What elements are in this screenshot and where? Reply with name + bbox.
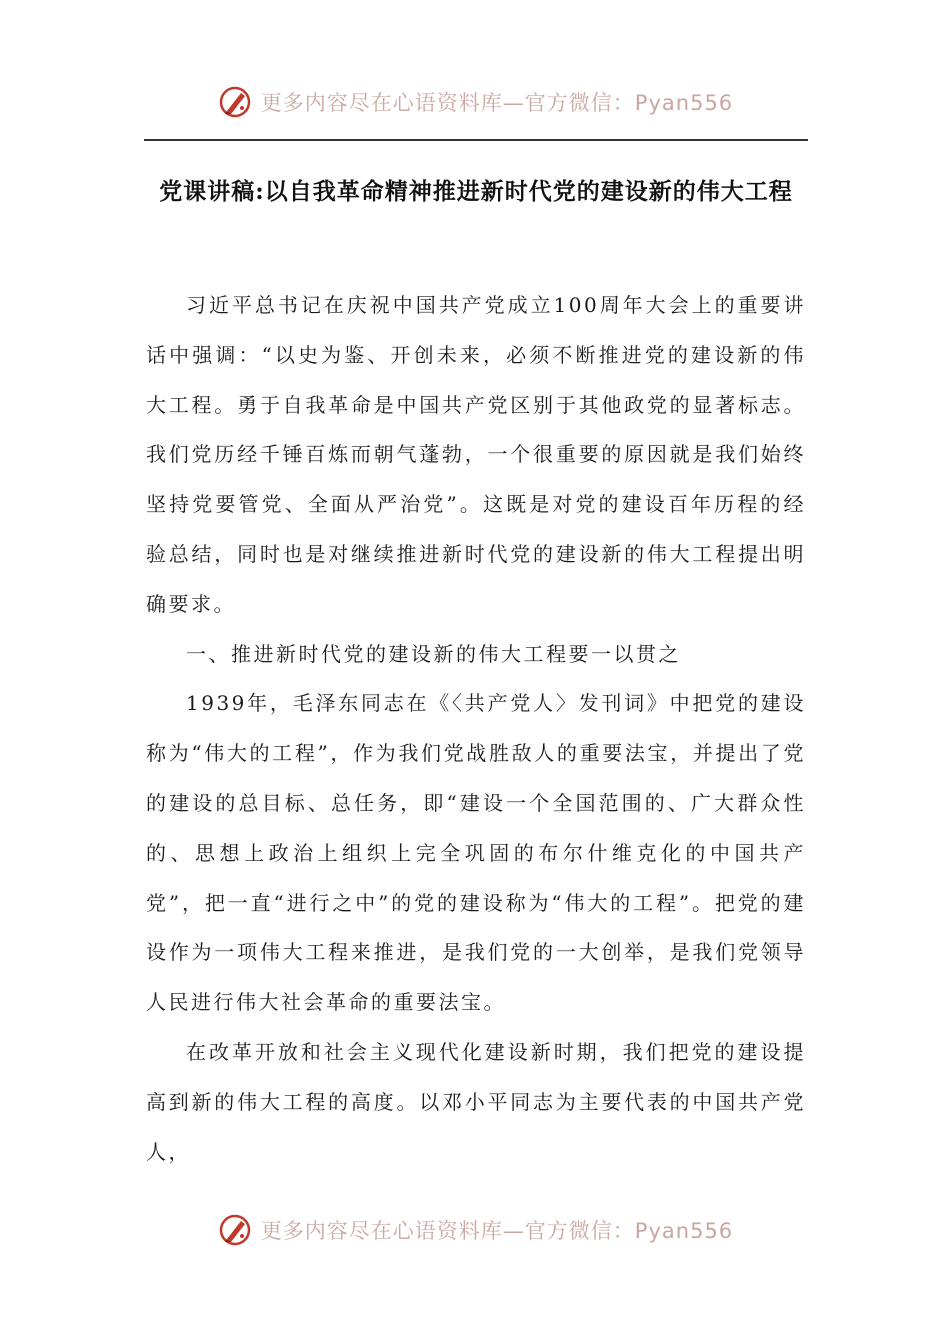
footer-watermark <box>0 1208 950 1252</box>
paragraph-1939: 1939年，毛泽东同志在《〈共产党人〉发刊词》中把党的建设称为“伟大的工程”，作为我们党战胜敌人的重要法宝，并提出了党的建设的总目标、总任务，即“建设一个全国范围的、广大群众性的、思想上政治上组织上完全巩固的布尔什维克化的中国共产党”，把一直“进行之中”的党的建设称为“伟大的工程”。把党的建设作为一项伟大工程来推进，是我们党的一大创举，是我们党领导人民进行伟大社会革命的重要法宝。 <box>146 691 806 1015</box>
pen-circle-icon <box>217 84 253 120</box>
header-divider <box>144 139 808 141</box>
pen-circle-icon <box>217 1212 253 1248</box>
paragraph-reform: 在改革开放和社会主义现代化建设新时期，我们把党的建设提高到新的伟大工程的高度。以邓小平同志为主要代表的中国共产党人， <box>146 1039 806 1164</box>
footer-watermark-text: 更多内容尽在心语资料库—官方微信：Pyan556 <box>260 1219 734 1243</box>
paragraph-intro: 习近平总书记在庆祝中国共产党成立100周年大会上的重要讲话中强调：“以史为鉴、开创未来，必须不断推进党的建设新的伟大工程。勇于自我革命是中国共产党区别于其他政党的显著标志。我们党历经千锤百炼而朝气蓬勃，一个很重要的原因就是我们始终坚持党要管党、全面从严治党”。这既是对党的建设百年历程的经验总结，同时也是对继续推进新时代党的建设新的伟大工程提出明确要求。 <box>146 293 806 616</box>
document-title: 党课讲稿:以自我革命精神推进新时代党的建设新的伟大工程 <box>159 178 793 205</box>
header-watermark <box>0 80 950 124</box>
section-heading-1: 一、推进新时代党的建设新的伟大工程要一以贯之 <box>186 641 681 666</box>
document-body <box>146 281 806 1177</box>
header-watermark-text: 更多内容尽在心语资料库—官方微信：Pyan556 <box>260 91 734 115</box>
